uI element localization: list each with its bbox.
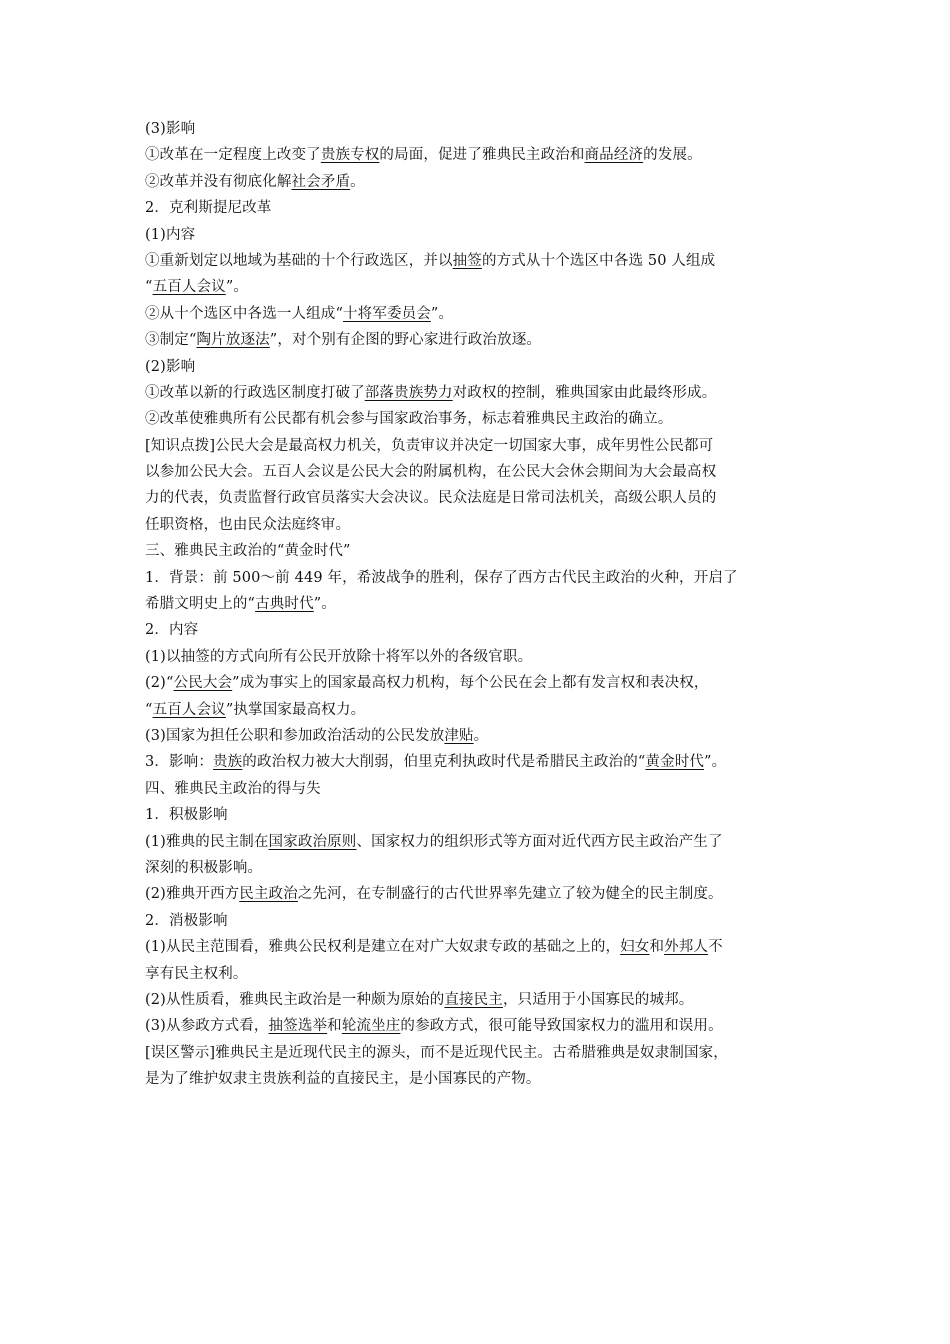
text-segment: ，只适用于小国寡民的城邦。 bbox=[502, 991, 694, 1008]
text-segment: 享有民主权利。 bbox=[145, 965, 248, 982]
text-segment: 3．影响： bbox=[145, 754, 213, 771]
text-line bbox=[145, 749, 815, 775]
text-segment: 1．积极影响 bbox=[145, 807, 228, 824]
text-segment: 的方式从十个选区中各选 50 人组成 bbox=[481, 252, 716, 269]
text-segment: ”成为事实上的国家最高权力机构，每个公民在会上都有发言权和表决权， bbox=[232, 675, 709, 692]
text-line bbox=[145, 116, 815, 142]
underlined-keyword: 妇女 bbox=[620, 939, 650, 956]
underlined-keyword: 民主政治 bbox=[239, 886, 298, 903]
text-segment: ”。 bbox=[313, 596, 336, 613]
text-segment: 。 bbox=[473, 727, 489, 744]
text-segment: (1)以抽签的方式向所有公民开放除十将军以外的各级官职。 bbox=[145, 648, 533, 665]
text-segment: “ bbox=[145, 279, 153, 296]
underlined-keyword: 古典时代 bbox=[255, 596, 314, 613]
text-segment: ①改革在一定程度上改变了 bbox=[145, 147, 321, 164]
text-line bbox=[145, 1040, 815, 1066]
text-segment: 任职资格，也由民众法庭终审。 bbox=[145, 516, 351, 533]
text-segment: (1)从民主范围看，雅典公民权利是建立在对广大奴隶专政的基础之上的， bbox=[145, 939, 621, 956]
text-line bbox=[145, 723, 815, 749]
text-segment: 的政治权力被大大削弱，伯里克利执政时代是希腊民主政治的“ bbox=[242, 754, 646, 771]
text-segment: (2)影响 bbox=[145, 358, 196, 375]
text-line bbox=[145, 433, 815, 459]
text-segment: (2)从性质看，雅典民主政治是一种颇为原始的 bbox=[145, 991, 445, 1008]
text-line bbox=[145, 380, 815, 406]
underlined-keyword: 公民大会 bbox=[173, 675, 233, 692]
text-line bbox=[145, 195, 815, 221]
underlined-keyword: 部落贵族势力 bbox=[364, 384, 453, 401]
underlined-keyword: 外邦人 bbox=[664, 939, 709, 956]
text-line bbox=[145, 406, 815, 432]
text-line bbox=[145, 512, 815, 538]
text-segment: 和 bbox=[649, 939, 665, 956]
text-segment: [误区警示]雅典民主是近现代民主的源头，而不是近现代民主。古希腊雅典是奴隶制国家， bbox=[145, 1044, 728, 1061]
text-line bbox=[145, 354, 815, 380]
text-line bbox=[145, 459, 815, 485]
underlined-keyword: 轮流坐庄 bbox=[341, 1018, 401, 1035]
text-line bbox=[145, 142, 815, 168]
text-segment: 三、雅典民主政治的“黄金时代” bbox=[145, 543, 351, 560]
text-segment: 的参政方式，很可能导致国家权力的滥用和误用。 bbox=[400, 1018, 723, 1035]
text-segment: 。 bbox=[350, 173, 365, 190]
text-segment: ”。 bbox=[704, 754, 727, 771]
text-line bbox=[145, 855, 815, 881]
text-segment: 对政权的控制，雅典国家由此最终形成。 bbox=[452, 384, 717, 401]
text-segment: 2．消极影响 bbox=[145, 912, 228, 929]
text-line bbox=[145, 987, 815, 1013]
text-segment: 1．背景：前 500～前 449 年，希波战争的胜利，保存了西方古代民主政治的火种，开启了 bbox=[145, 569, 738, 586]
text-line bbox=[145, 934, 815, 960]
underlined-keyword: 五百人会议 bbox=[152, 279, 226, 296]
text-line bbox=[145, 617, 815, 643]
text-segment: 的发展。 bbox=[643, 147, 702, 164]
text-line bbox=[145, 274, 815, 300]
text-segment: “ bbox=[145, 701, 153, 718]
text-line bbox=[145, 1013, 815, 1039]
text-segment: (2)“ bbox=[145, 675, 174, 692]
text-line bbox=[145, 591, 815, 617]
text-segment: 四、雅典民主政治的得与失 bbox=[145, 780, 321, 797]
text-segment: 、国家权力的组织形式等方面对近代西方民主政治产生了 bbox=[356, 833, 723, 850]
text-segment: ①重新划定以地域为基础的十个行政选区，并以 bbox=[145, 252, 453, 269]
text-line bbox=[145, 697, 815, 723]
underlined-keyword: 直接民主 bbox=[444, 991, 503, 1008]
document-body bbox=[145, 116, 815, 1092]
underlined-keyword: 社会矛盾 bbox=[291, 173, 351, 190]
text-line bbox=[145, 961, 815, 987]
text-line bbox=[145, 908, 815, 934]
text-segment: [知识点拨]公民大会是最高权力机关，负责审议并决定一切国家大事，成年男性公民都可 bbox=[145, 437, 714, 454]
text-line bbox=[145, 327, 815, 353]
text-segment: 和 bbox=[327, 1018, 342, 1035]
text-segment: ”执掌国家最高权力。 bbox=[225, 701, 366, 718]
text-line bbox=[145, 776, 815, 802]
text-segment: (1)雅典的民主制在 bbox=[145, 833, 269, 850]
text-line bbox=[145, 565, 815, 591]
underlined-keyword: 黄金时代 bbox=[645, 754, 705, 771]
text-line bbox=[145, 644, 815, 670]
text-line bbox=[145, 881, 815, 907]
text-segment: 以参加公民大会。五百人会议是公民大会的附属机构，在公民大会休会期间为大会最高权 bbox=[145, 464, 717, 481]
underlined-keyword: 陶片放逐法 bbox=[196, 332, 270, 349]
text-segment: 2．内容 bbox=[145, 622, 199, 639]
text-line bbox=[145, 829, 815, 855]
underlined-keyword: 商品经济 bbox=[584, 147, 644, 164]
text-segment: 的局面，促进了雅典民主政治和 bbox=[379, 147, 585, 164]
text-segment: 力的代表，负责监督行政官员落实大会决议。民众法庭是日常司法机关，高级公职人员的 bbox=[145, 490, 717, 507]
underlined-keyword: 五百人会议 bbox=[152, 701, 226, 718]
underlined-keyword: 抽签选举 bbox=[268, 1018, 328, 1035]
text-segment: 是为了维护奴隶主贵族利益的直接民主，是小国寡民的产物。 bbox=[145, 1071, 541, 1088]
text-line bbox=[145, 485, 815, 511]
text-segment: (1)内容 bbox=[145, 226, 196, 243]
text-segment: 希腊文明史上的“ bbox=[145, 596, 256, 613]
underlined-keyword: 十将军委员会 bbox=[343, 305, 431, 322]
text-line bbox=[145, 538, 815, 564]
text-segment: ②改革并没有彻底化解 bbox=[145, 173, 292, 190]
text-line bbox=[145, 802, 815, 828]
text-segment: ”，对个别有企图的野心家进行政治放逐。 bbox=[269, 332, 542, 349]
underlined-keyword: 贵族 bbox=[212, 754, 243, 771]
text-segment: ②改革使雅典所有公民都有机会参与国家政治事务，标志着雅典民主政治的确立。 bbox=[145, 411, 673, 428]
text-segment: 2．克利斯提尼改革 bbox=[145, 200, 272, 217]
underlined-keyword: 津贴 bbox=[444, 727, 474, 744]
text-segment: ”。 bbox=[430, 305, 454, 322]
text-line bbox=[145, 301, 815, 327]
text-line bbox=[145, 222, 815, 248]
text-segment: 深刻的积极影响。 bbox=[145, 859, 263, 876]
text-segment: (3)国家为担任公职和参加政治活动的公民发放 bbox=[145, 727, 445, 744]
text-segment: (2)雅典开西方 bbox=[145, 886, 240, 903]
text-segment: 之先河，在专制盛行的古代世界率先建立了较为健全的民主制度。 bbox=[297, 886, 723, 903]
text-segment: ”。 bbox=[225, 279, 249, 296]
text-line bbox=[145, 1066, 815, 1092]
underlined-keyword: 国家政治原则 bbox=[268, 833, 357, 850]
text-segment: ②从十个选区中各选一人组成“ bbox=[145, 305, 344, 322]
text-segment: ①改革以新的行政选区制度打破了 bbox=[145, 384, 365, 401]
text-segment: (3)从参政方式看， bbox=[145, 1018, 269, 1035]
underlined-keyword: 贵族专权 bbox=[320, 147, 380, 164]
underlined-keyword: 抽签 bbox=[452, 252, 482, 269]
text-segment: 不 bbox=[708, 939, 723, 956]
text-line bbox=[145, 169, 815, 195]
text-line bbox=[145, 670, 815, 696]
text-segment: ③制定“ bbox=[145, 332, 197, 349]
text-line bbox=[145, 248, 815, 274]
text-segment: (3)影响 bbox=[145, 121, 196, 137]
